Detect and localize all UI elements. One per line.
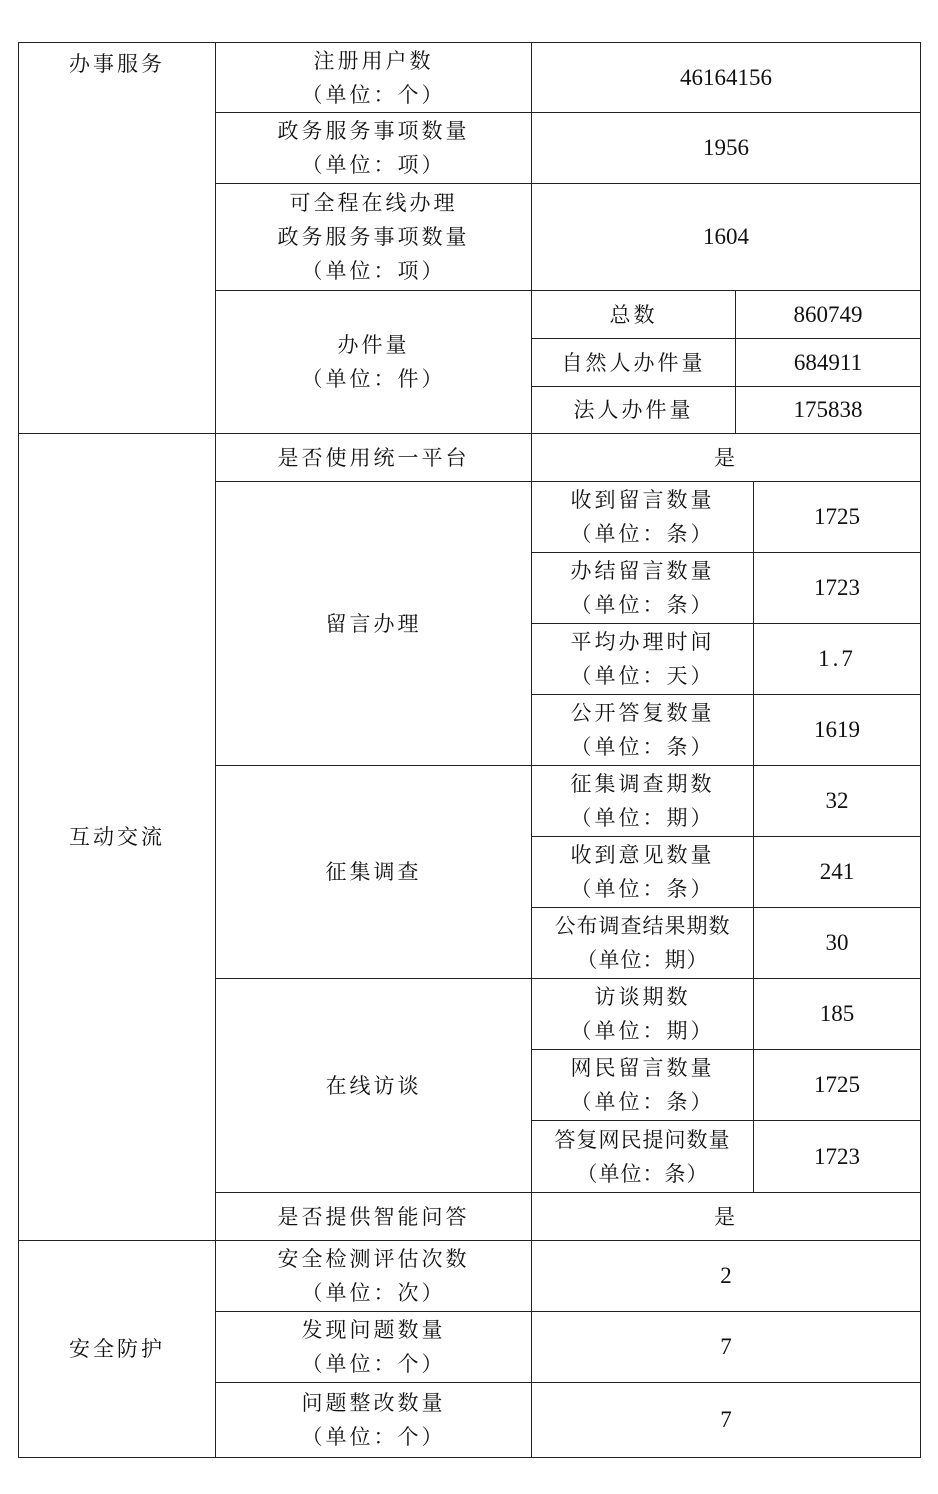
online-items-label: 可全程在线办理 政务服务事项数量 （单位：项） xyxy=(215,183,532,291)
cases-legal-value: 175838 xyxy=(735,386,921,434)
interviews-messages-label: 网民留言数量 （单位：条） xyxy=(531,1049,754,1121)
service-items-label: 政务服务事项数量 （单位：项） xyxy=(215,112,532,184)
messages-closed-label: 办结留言数量 （单位：条） xyxy=(531,552,754,624)
messages-avg-time-value: 1.7 xyxy=(753,623,921,695)
security-checks-value: 2 xyxy=(531,1240,921,1312)
smart-qa-value: 是 xyxy=(531,1192,921,1241)
smart-qa-label: 是否提供智能问答 xyxy=(215,1192,532,1241)
issues-fixed-label: 问题整改数量 （单位：个） xyxy=(215,1382,532,1458)
interviews-count-value: 185 xyxy=(753,978,921,1050)
issues-found-label: 发现问题数量 （单位：个） xyxy=(215,1311,532,1383)
messages-avg-time-label: 平均办理时间 （单位：天） xyxy=(531,623,754,695)
cases-label: 办件量 （单位：件） xyxy=(215,290,532,434)
surveys-results-label: 公布调查结果期数 （单位：期） xyxy=(531,907,754,979)
cases-total-value: 860749 xyxy=(735,290,921,339)
section-security-label: 安全防护 xyxy=(18,1240,216,1458)
issues-found-value: 7 xyxy=(531,1311,921,1383)
interviews-messages-value: 1725 xyxy=(753,1049,921,1121)
cases-natural-label: 自然人办件量 xyxy=(531,338,736,387)
messages-label: 留言办理 xyxy=(215,481,532,766)
registered-users-value: 46164156 xyxy=(531,42,921,113)
cases-total-label: 总数 xyxy=(531,290,736,339)
messages-closed-value: 1723 xyxy=(753,552,921,624)
unified-platform-label: 是否使用统一平台 xyxy=(215,433,532,482)
interviews-replies-label: 答复网民提问数量 （单位：条） xyxy=(531,1120,754,1193)
cases-legal-label: 法人办件量 xyxy=(531,386,736,434)
surveys-count-value: 32 xyxy=(753,765,921,837)
interviews-label: 在线访谈 xyxy=(215,978,532,1193)
service-items-value: 1956 xyxy=(531,112,921,184)
issues-fixed-value: 7 xyxy=(531,1382,921,1458)
surveys-opinions-value: 241 xyxy=(753,836,921,908)
surveys-results-value: 30 xyxy=(753,907,921,979)
section-service-label: 办事服务 xyxy=(18,42,216,434)
messages-received-label: 收到留言数量 （单位：条） xyxy=(531,481,754,553)
cases-natural-value: 684911 xyxy=(735,338,921,387)
interviews-replies-value: 1723 xyxy=(753,1120,921,1193)
unified-platform-value: 是 xyxy=(531,433,921,482)
security-checks-label: 安全检测评估次数 （单位：次） xyxy=(215,1240,532,1312)
surveys-opinions-label: 收到意见数量 （单位：条） xyxy=(531,836,754,908)
messages-public-label: 公开答复数量 （单位：条） xyxy=(531,694,754,766)
online-items-value: 1604 xyxy=(531,183,921,291)
messages-public-value: 1619 xyxy=(753,694,921,766)
section-interaction-label: 互动交流 xyxy=(18,433,216,1241)
surveys-label: 征集调查 xyxy=(215,765,532,979)
interviews-count-label: 访谈期数 （单位：期） xyxy=(531,978,754,1050)
registered-users-label: 注册用户数 （单位：个） xyxy=(215,42,532,113)
surveys-count-label: 征集调查期数 （单位：期） xyxy=(531,765,754,837)
messages-received-value: 1725 xyxy=(753,481,921,553)
